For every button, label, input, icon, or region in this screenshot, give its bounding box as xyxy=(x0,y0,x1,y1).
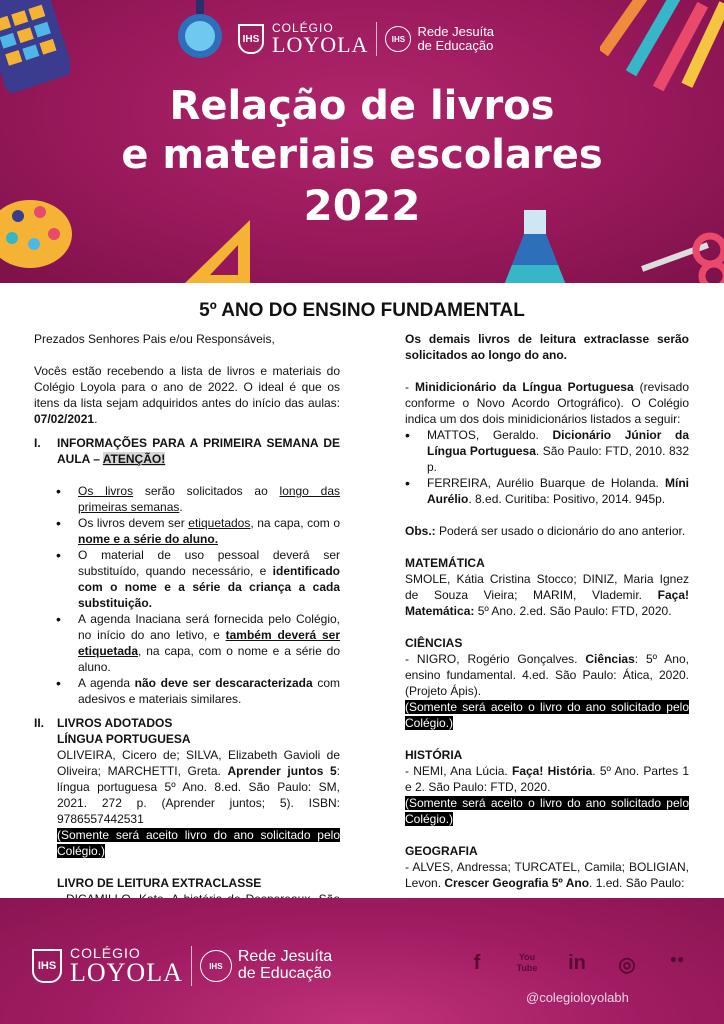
intro-paragraph: Vocês estão recebendo a lista de livros e materiais do Colégio Loyola para o ano de 2022. O ideal é que os itens da lista sejam adquiridos antes do início das aulas: 07/02/2021. xyxy=(34,364,340,426)
list-item: • A agenda Inaciana será fornecida pelo Colégio, no início do ano letivo, e também deverá ser etiquetada, na capa, com o nome e a série do aluno. xyxy=(56,611,340,675)
footer-logo-college-label: COLÉGIO xyxy=(70,945,141,961)
history-book: - NEMI, Ana Lúcia. Faça! História. 5º Ano. Partes 1 e 2. São Paulo: FTD, 2020. xyxy=(405,764,689,794)
grade-subtitle: 5º ANO DO ENSINO FUNDAMENTAL xyxy=(199,300,525,321)
rede-line2: de Educação xyxy=(417,38,494,53)
footer-logo-loyola-label: LOYOLA xyxy=(70,958,183,987)
magnifier-illustration xyxy=(170,0,230,64)
linkedin-icon[interactable]: in xyxy=(568,952,586,974)
title-line3: 2022 xyxy=(303,180,421,230)
science-book: - NIGRO, Rogério Gonçalves. Ciências: 5º Ano, ensino fundamental. 4.ed. São Paulo: Ática, 2020. (Projeto Ápis). xyxy=(405,652,689,698)
title-line1: Relação de livros xyxy=(169,83,555,129)
header-banner xyxy=(0,0,724,283)
logo-college-label: COLÉGIO xyxy=(272,21,334,35)
lp-note: (Somente será aceito livro do ano solicitado pelo Colégio.) xyxy=(57,828,340,858)
list-item: • FERREIRA, Aurélio Buarque de Holanda. Míni Aurélio. 8.ed. Curitiba: Positivo, 2014. 945p. xyxy=(405,475,689,507)
geography-book: - ALVES, Andressa; TURCATEL, Camila; BOLIGIAN, Levon. Crescer Geografia 5º Ano. 1.ed. São Paulo: xyxy=(405,860,689,890)
info-list xyxy=(56,483,340,707)
lp-book: OLIVEIRA, Cicero de; SILVA, Elizabeth Gavioli de Oliveira; MARCHETTI, Greta. Aprender juntos 5: língua portuguesa 5º Ano. 8.ed. São Paulo: SM, 2021. 272 p. (Aprender juntos; 5). ISBN: 9786557442531 xyxy=(57,748,341,826)
facebook-icon[interactable]: f xyxy=(473,952,481,974)
flickr-icon[interactable]: ●● xyxy=(669,952,685,966)
header-logo xyxy=(238,22,494,56)
loyola-crest-icon: IHS xyxy=(32,949,62,983)
section-1-heading: I. INFORMAÇÕES PARA A PRIMEIRA SEMANA DE AULA – ATENÇÃO! xyxy=(34,436,340,466)
math-book: SMOLE, Kátia Cristina Stocco; DINIZ, Maria Ignez de Souza Vieira; MARIM, Vlademir. Faça! Matemática: 5º Ano. 2.ed. São Paulo: FTD, 2020. xyxy=(405,572,689,618)
dictionary-intro: - Minidicionário da Língua Portuguesa (revisado conforme o Novo Acordo Ortográfico). O Colégio indica um dos dois minidicionários listados a seguir: xyxy=(405,380,689,426)
rede-jesuita-seal-icon: IHS xyxy=(200,950,232,982)
other-readings-note: Os demais livros de leitura extraclasse serão solicitados ao longo do ano. xyxy=(405,332,689,362)
history-note: (Somente será aceito o livro do ano solicitado pelo Colégio.) xyxy=(405,796,689,826)
geography-heading: GEOGRAFIA xyxy=(405,844,478,858)
science-note: (Somente será aceito o livro do ano solicitado pelo Colégio.) xyxy=(405,700,689,730)
footer-rede-line2: de Educação xyxy=(237,965,332,982)
dictionary-list xyxy=(405,427,689,507)
list-item: • O material de uso pessoal deverá ser substituído, quando necessário, e identificado com o nome e a série da criança a cada substituição. xyxy=(56,547,340,611)
logo-divider xyxy=(376,22,377,56)
title-line2: e materiais escolares xyxy=(121,131,603,178)
lp-heading: LÍNGUA PORTUGUESA xyxy=(57,732,191,746)
math-heading: MATEMÁTICA xyxy=(405,556,485,570)
lit-heading: LIVRO DE LEITURA EXTRACLASSE xyxy=(57,876,262,890)
section-2-heading: II. LIVROS ADOTADOS xyxy=(34,716,173,730)
list-item: • Os livros devem ser etiquetados, na capa, com o nome e a série do aluno. xyxy=(56,515,340,547)
history-heading: HISTÓRIA xyxy=(405,748,463,762)
list-item: • MATTOS, Geraldo. Dicionário Júnior da Língua Portuguesa. São Paulo: FTD, 2010. 832 p. xyxy=(405,427,689,475)
loyola-crest-icon: IHS xyxy=(238,24,264,54)
rede-line1: Rede Jesuíta xyxy=(417,24,495,40)
footer-banner xyxy=(0,898,724,1024)
right-column xyxy=(405,331,689,891)
greeting: Prezados Senhores Pais e/ou Responsáveis, xyxy=(34,332,275,346)
social-links xyxy=(462,952,692,977)
list-item: • Os livros serão solicitados ao longo das primeiras semanas. xyxy=(56,483,340,515)
deadline-date: 07/02/2021 xyxy=(34,412,95,426)
science-heading: CIÊNCIAS xyxy=(405,636,463,650)
obs-note: Obs.: Poderá ser usado o dicionário do ano anterior. xyxy=(405,524,686,538)
attention-label: ATENÇÃO! xyxy=(102,452,166,466)
rede-jesuita-seal-icon: IHS xyxy=(385,26,411,52)
footer-logo-divider xyxy=(191,946,192,986)
logo-loyola-label: LOYOLA xyxy=(272,32,369,57)
footer-rede-line1: Rede Jesuíta xyxy=(237,948,333,966)
footer-logo xyxy=(32,946,332,986)
youtube-icon[interactable]: You Tube xyxy=(516,952,538,973)
instagram-icon[interactable]: ◎ xyxy=(618,954,636,976)
social-handle[interactable]: @colegioloyolabh xyxy=(526,990,629,1005)
page-title xyxy=(0,82,724,231)
list-item: • A agenda não deve ser descaracterizada com adesivos e materiais similares. xyxy=(56,675,340,707)
left-column xyxy=(34,331,340,923)
